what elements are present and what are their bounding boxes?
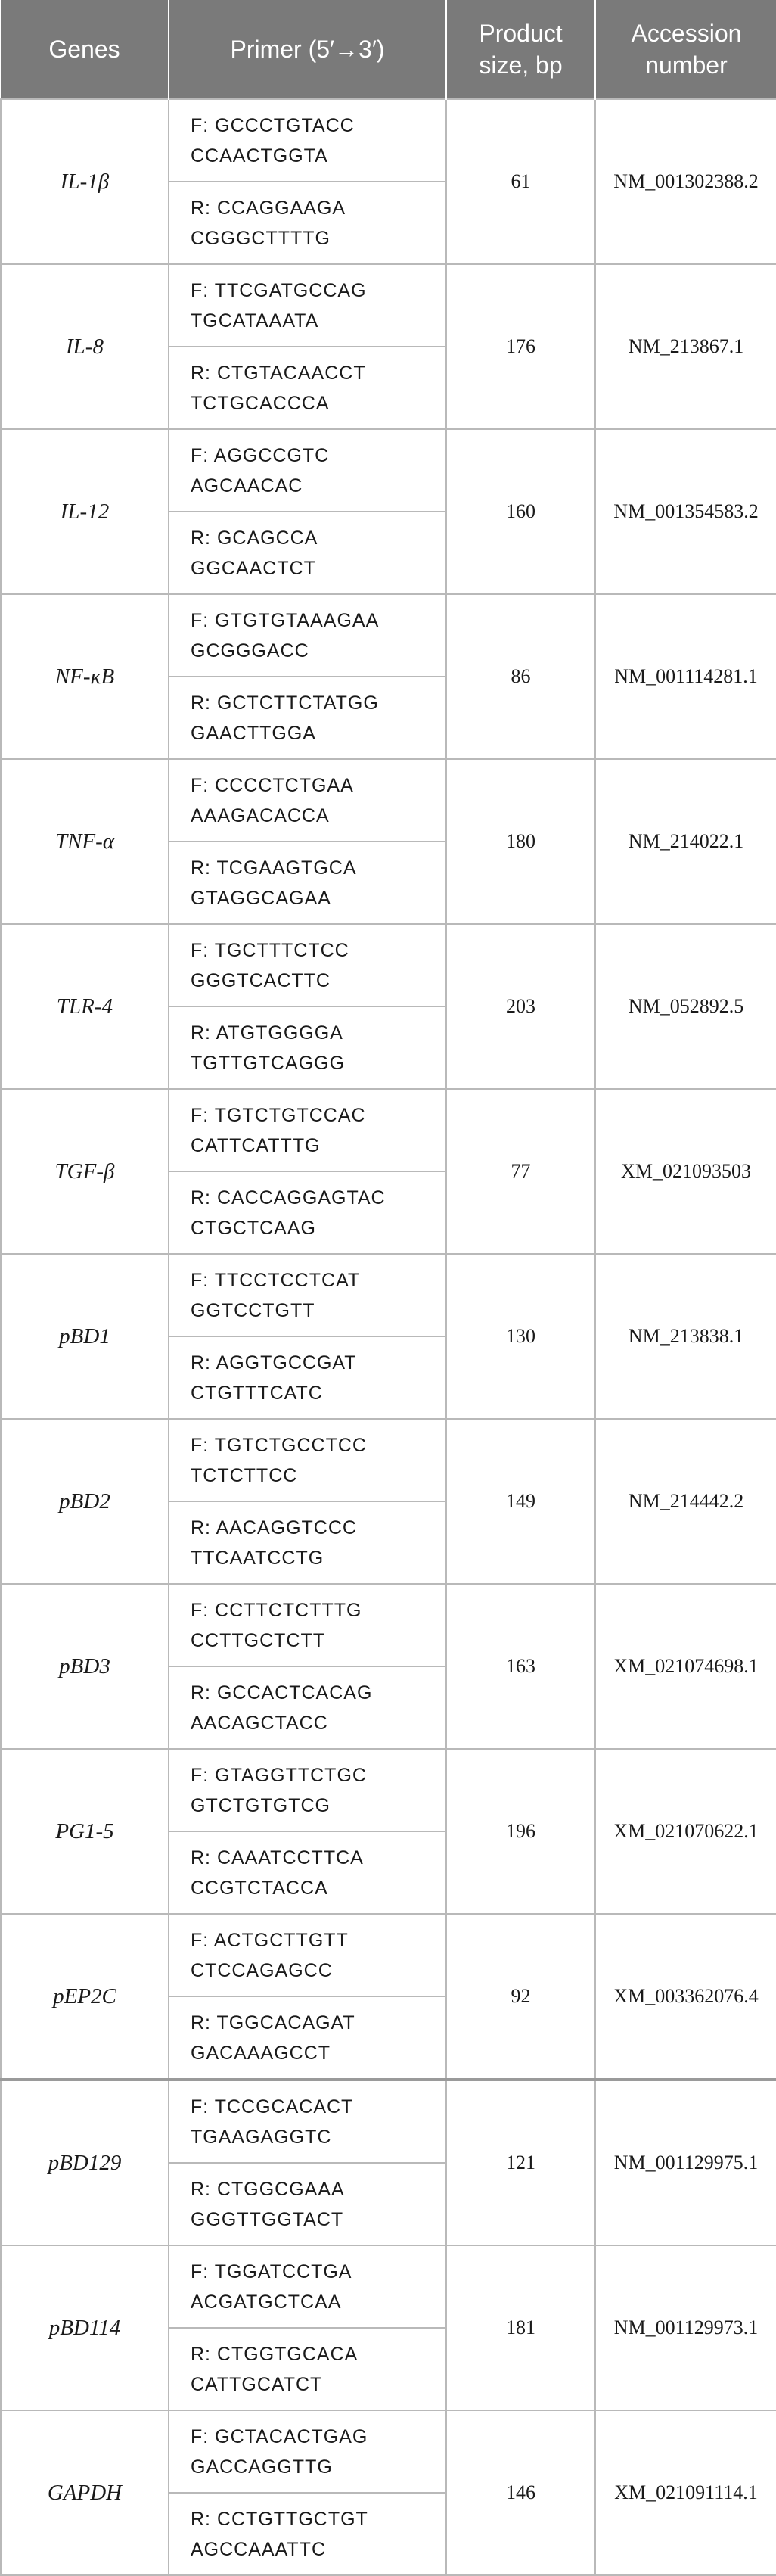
reverse-primer: R: TGGCACAGAT GACAAAGCCT	[169, 1996, 446, 2080]
forward-primer: F: ACTGCTTGTT CTCCAGAGCC	[169, 1914, 446, 1996]
header-accession-number: Accession number	[595, 0, 776, 99]
gene-name: TGF-β	[1, 1089, 169, 1254]
product-size: 176	[446, 264, 595, 429]
gene-name: TLR-4	[1, 924, 169, 1089]
forward-primer: F: GCCCTGTACC CCAACTGGTA	[169, 99, 446, 182]
gene-name: pBD2	[1, 1419, 169, 1584]
product-size: 92	[446, 1914, 595, 2080]
table-row	[1, 594, 776, 677]
table-row	[1, 924, 776, 1006]
forward-primer: F: TGCTTTCTCC GGGTCACTTC	[169, 924, 446, 1006]
header-primer: Primer (5′→3′)	[169, 0, 446, 99]
product-size: 146	[446, 2410, 595, 2575]
gene-name: pEP2C	[1, 1914, 169, 2080]
product-size: 130	[446, 1254, 595, 1419]
product-size: 181	[446, 2245, 595, 2410]
reverse-primer: R: GCAGCCA GGCAACTCT	[169, 512, 446, 594]
reverse-primer: R: CCAGGAAGA CGGGCTTTTG	[169, 182, 446, 264]
forward-primer: F: TGTCTGCCTCC TCTCTTCC	[169, 1419, 446, 1501]
accession-number: XM_021091114.1	[595, 2410, 776, 2575]
gene-name: pBD129	[1, 2080, 169, 2245]
forward-primer: F: TTCGATGCCAG TGCATAAATA	[169, 264, 446, 347]
reverse-primer: R: ATGTGGGGA TGTTGTCAGGG	[169, 1006, 446, 1089]
table-row	[1, 2410, 776, 2493]
table-row	[1, 1089, 776, 1171]
gene-name: IL-12	[1, 429, 169, 594]
forward-primer: F: CCTTCTCTTTG CCTTGCTCTT	[169, 1584, 446, 1666]
accession-number: NM_213838.1	[595, 1254, 776, 1419]
accession-number: NM_052892.5	[595, 924, 776, 1089]
reverse-primer: R: CCTGTTGCTGT AGCCAAATTC	[169, 2493, 446, 2575]
reverse-primer: R: GCCACTCACAG AACAGCTACC	[169, 1666, 446, 1749]
gene-name: GAPDH	[1, 2410, 169, 2575]
accession-number: XM_003362076.4	[595, 1914, 776, 2080]
accession-number: XM_021093503	[595, 1089, 776, 1254]
gene-name: pBD3	[1, 1584, 169, 1749]
reverse-primer: R: GCTCTTCTATGG GAACTTGGA	[169, 677, 446, 759]
product-size: 180	[446, 759, 595, 924]
product-size: 203	[446, 924, 595, 1089]
table-header	[1, 0, 776, 99]
reverse-primer: R: AACAGGTCCC TTCAATCCTG	[169, 1501, 446, 1584]
gene-name: TNF-α	[1, 759, 169, 924]
gene-name: IL-1β	[1, 99, 169, 264]
header-row	[1, 0, 776, 99]
header-product-size: Product size, bp	[446, 0, 595, 99]
accession-number: NM_001129975.1	[595, 2080, 776, 2245]
reverse-primer: R: CTGGCGAAA GGGTTGGTACT	[169, 2163, 446, 2245]
product-size: 149	[446, 1419, 595, 1584]
table-row	[1, 264, 776, 347]
accession-number: NM_001302388.2	[595, 99, 776, 264]
forward-primer: F: TTCCTCCTCAT GGTCCTGTT	[169, 1254, 446, 1336]
product-size: 196	[446, 1749, 595, 1914]
accession-number: NM_214022.1	[595, 759, 776, 924]
table-row	[1, 1914, 776, 1996]
table-row	[1, 2080, 776, 2163]
forward-primer: F: TGGATCCTGA ACGATGCTCAA	[169, 2245, 446, 2328]
product-size: 77	[446, 1089, 595, 1254]
forward-primer: F: CCCCTCTGAA AAAGACACCA	[169, 759, 446, 842]
product-size: 61	[446, 99, 595, 264]
accession-number: NM_001354583.2	[595, 429, 776, 594]
product-size: 160	[446, 429, 595, 594]
header-genes: Genes	[1, 0, 169, 99]
reverse-primer: R: TCGAAGTGCA GTAGGCAGAA	[169, 842, 446, 924]
accession-number: NM_001129973.1	[595, 2245, 776, 2410]
product-size: 86	[446, 594, 595, 759]
forward-primer: F: AGGCCGTC AGCAACAC	[169, 429, 446, 512]
forward-primer: F: GCTACACTGAG GACCAGGTTG	[169, 2410, 446, 2493]
table-row	[1, 1584, 776, 1666]
table-row	[1, 1749, 776, 1831]
gene-name: pBD1	[1, 1254, 169, 1419]
reverse-primer: R: CTGTACAACCT TCTGCACCCA	[169, 347, 446, 429]
table-row	[1, 2245, 776, 2328]
accession-number: NM_213867.1	[595, 264, 776, 429]
forward-primer: F: TCCGCACACT TGAAGAGGTC	[169, 2080, 446, 2163]
reverse-primer: R: AGGTGCCGAT CTGTTTCATC	[169, 1336, 446, 1419]
forward-primer: F: TGTCTGTCCAC CATTCATTTG	[169, 1089, 446, 1171]
accession-number: NM_001114281.1	[595, 594, 776, 759]
reverse-primer: R: CACCAGGAGTAC CTGCTCAAG	[169, 1171, 446, 1254]
accession-number: NM_214442.2	[595, 1419, 776, 1584]
gene-name: NF-κB	[1, 594, 169, 759]
reverse-primer: R: CTGGTGCACA CATTGCATCT	[169, 2328, 446, 2410]
product-size: 121	[446, 2080, 595, 2245]
gene-name: pBD114	[1, 2245, 169, 2410]
gene-name: PG1-5	[1, 1749, 169, 1914]
accession-number: XM_021070622.1	[595, 1749, 776, 1914]
table-row	[1, 1419, 776, 1501]
table-row	[1, 429, 776, 512]
table-row	[1, 1254, 776, 1336]
gene-name: IL-8	[1, 264, 169, 429]
product-size: 163	[446, 1584, 595, 1749]
table-body	[1, 99, 776, 2575]
forward-primer: F: GTGTGTAAAGAA GCGGGACC	[169, 594, 446, 677]
table-row	[1, 99, 776, 182]
table-row	[1, 759, 776, 842]
reverse-primer: R: CAAATCCTTCA CCGTCTACCA	[169, 1831, 446, 1914]
accession-number: XM_021074698.1	[595, 1584, 776, 1749]
forward-primer: F: GTAGGTTCTGC GTCTGTGTCG	[169, 1749, 446, 1831]
